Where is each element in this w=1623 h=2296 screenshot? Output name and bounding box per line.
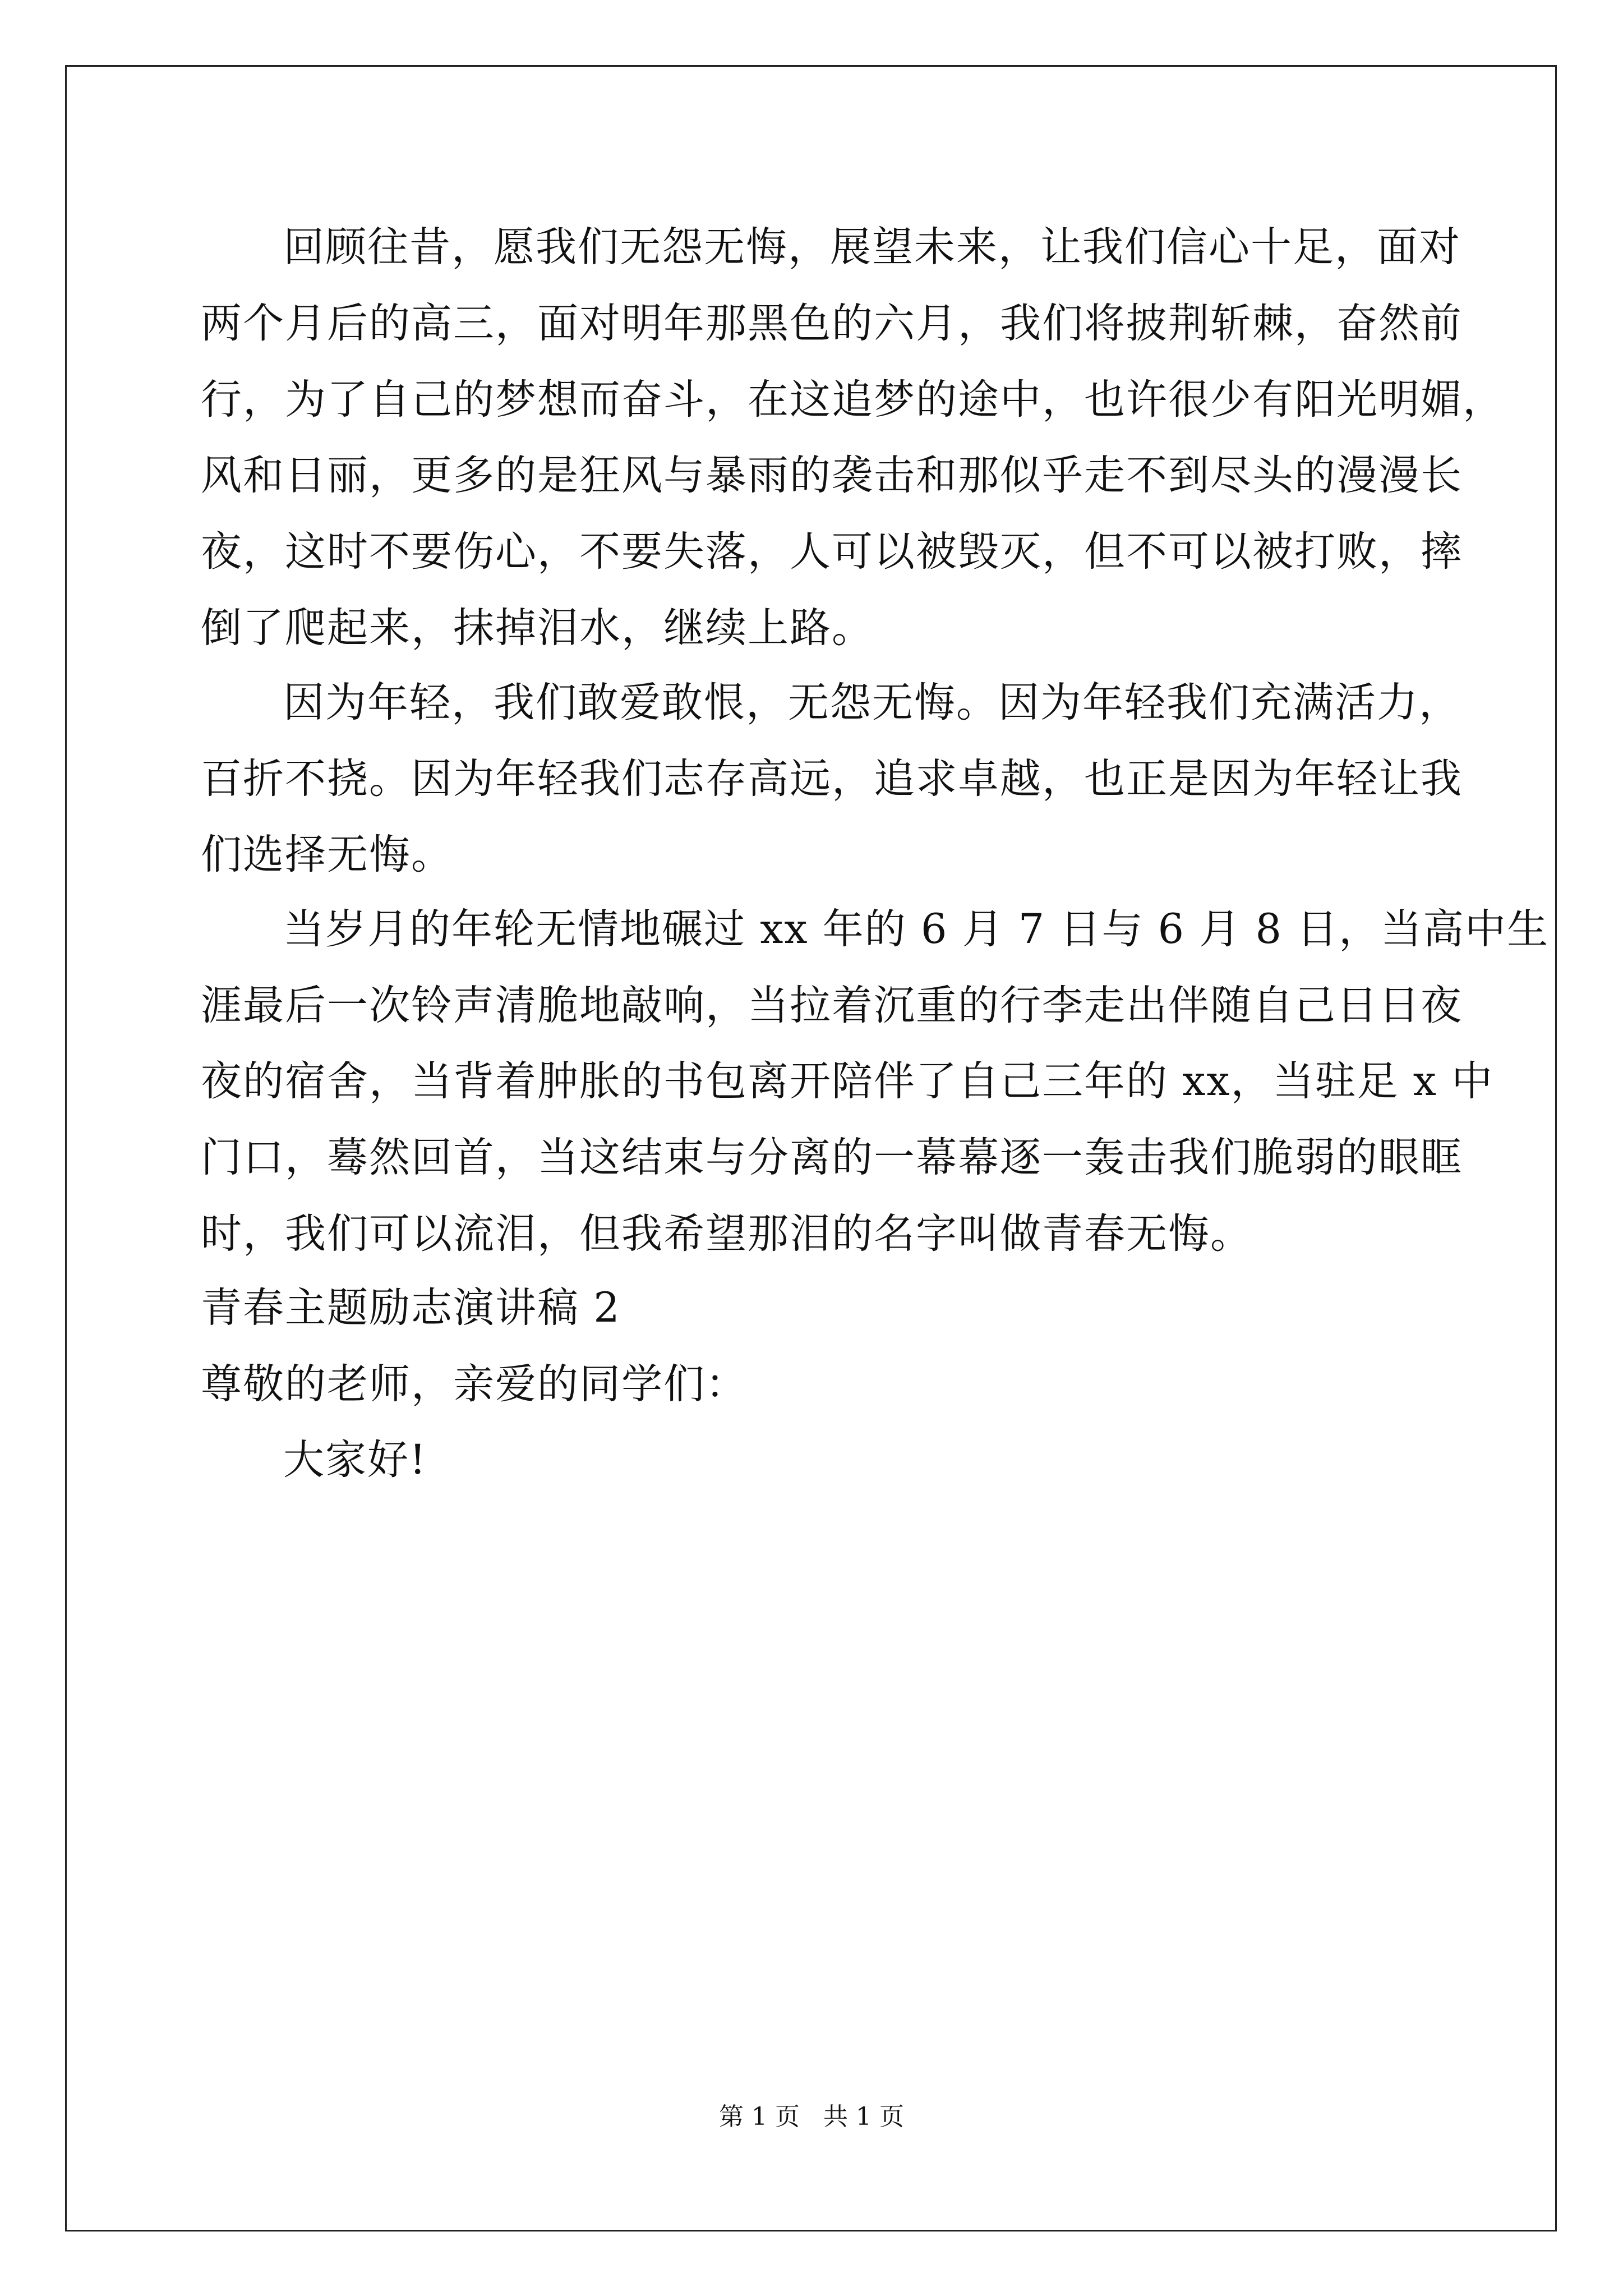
section-title: 青春主题励志演讲稿 2: [201, 1284, 621, 1332]
paragraph-1-line-2: 两个月后的高三，面对明年那黑色的六月，我们将披荆斩棘，奋然前: [201, 300, 1463, 347]
paragraph-3-line-5: 时，我们可以流泪，但我希望那泪的名字叫做青春无悔。: [201, 1210, 1252, 1258]
paragraph-1-line-6: 倒了爬起来，抹掉泪水，继续上路。: [201, 604, 874, 652]
paragraph-2-line-2: 百折不挠。因为年轻我们志存高远，追求卓越，也正是因为年轻让我: [201, 755, 1463, 803]
paragraph-1-line-5: 夜，这时不要伤心，不要失落，人可以被毁灭，但不可以被打败，摔: [201, 528, 1463, 576]
paragraph-2-line-1: 因为年轻，我们敢爱敢恨，无怨无悔。因为年轻我们充满活力，: [283, 679, 1461, 726]
paragraph-1-line-1: 回顾往昔，愿我们无怨无悔，展望未来，让我们信心十足，面对: [283, 223, 1461, 271]
paragraph-1-line-4: 风和日丽，更多的是狂风与暴雨的袭击和那似乎走不到尽头的漫漫长: [201, 452, 1463, 499]
paragraph-3-line-3: 夜的宿舍，当背着肿胀的书包离开陪伴了自己三年的 xx，当驻足 x 中: [201, 1057, 1494, 1105]
paragraph-1-line-3: 行，为了自己的梦想而奋斗，在这追梦的途中，也许很少有阳光明媚，: [201, 376, 1505, 424]
paragraph-2-line-3: 们选择无悔。: [201, 831, 453, 878]
page-footer: 第 1 页 共 1 页: [719, 2102, 904, 2131]
paragraph-3-line-2: 涯最后一次铃声清脆地敲响，当拉着沉重的行李走出伴随自己日日夜: [201, 982, 1463, 1029]
greeting: 大家好!: [283, 1436, 427, 1484]
paragraph-3-line-1: 当岁月的年轮无情地碾过 xx 年的 6 月 7 日与 6 月 8 日，当高中生: [283, 905, 1550, 953]
salutation: 尊敬的老师，亲爱的同学们：: [201, 1360, 748, 1408]
paragraph-3-line-4: 门口，蓦然回首，当这结束与分离的一幕幕逐一轰击我们脆弱的眼眶: [201, 1134, 1463, 1181]
